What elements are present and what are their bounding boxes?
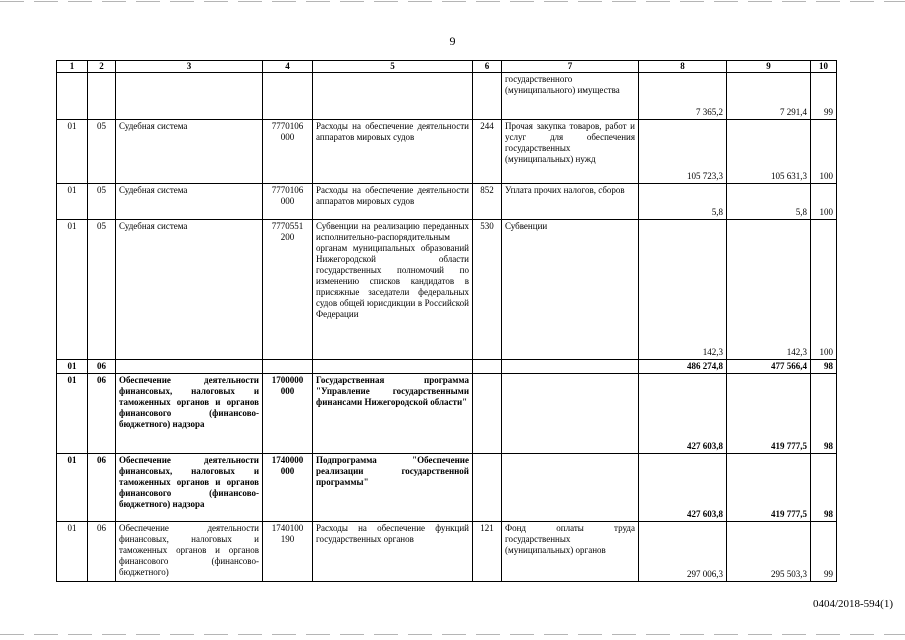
cell-planned: 142,3 xyxy=(639,220,727,360)
cell-expense-name: Прочая закупка товаров, работ и услуг для обеспечения государственных (муниципальных) нужд xyxy=(502,120,639,184)
cell-section-name xyxy=(116,73,263,120)
cell-target-name: Государственная программа "Управление государственными финансами Нижегородской области" xyxy=(313,374,473,454)
cell-subsection: 05 xyxy=(88,120,116,184)
cell-target-code: 7770106 000 xyxy=(263,120,313,184)
cell-section-name: Обеспечение деятельности финансовых, налоговых и таможенных органов и органов финансового (финансово-бюджетного) надзора xyxy=(116,454,263,522)
cell-actual: 477 566,4 xyxy=(727,360,811,374)
cell-expense-type xyxy=(473,454,502,522)
cell-expense-type xyxy=(473,374,502,454)
cell-planned: 427 603,8 xyxy=(639,374,727,454)
header-cell: 3 xyxy=(116,61,263,73)
cell-section: 01 xyxy=(57,220,88,360)
cell-expense-type: 121 xyxy=(473,522,502,582)
cell-planned: 7 365,2 xyxy=(639,73,727,120)
cell-expense-name: Субвенции xyxy=(502,220,639,360)
cell-subsection xyxy=(88,73,116,120)
header-cell: 1 xyxy=(57,61,88,73)
cell-target-name xyxy=(313,73,473,120)
cell-percent: 98 xyxy=(811,454,837,522)
header-cell: 9 xyxy=(727,61,811,73)
cell-section: 01 xyxy=(57,184,88,220)
cell-section-name: Судебная система xyxy=(116,220,263,360)
cell-planned: 297 006,3 xyxy=(639,522,727,582)
cell-target-code: 7770551 200 xyxy=(263,220,313,360)
cell-expense-type: 852 xyxy=(473,184,502,220)
cell-subsection: 06 xyxy=(88,360,116,374)
cell-target-name: Субвенции на реализацию переданных исполнительно-распорядительным органам муниципальных образований Нижегородской области государственных полномочий по изменению списков кандидатов в присяжные заседатели федеральных судов общей юрисдикции в Российской Федерации xyxy=(313,220,473,360)
table-row xyxy=(57,184,837,220)
table-row xyxy=(57,73,837,120)
header-cell: 6 xyxy=(473,61,502,73)
cell-actual: 105 631,3 xyxy=(727,120,811,184)
cell-target-code: 1740000 000 xyxy=(263,454,313,522)
cell-percent: 100 xyxy=(811,120,837,184)
cell-expense-name: Уплата прочих налогов, сборов xyxy=(502,184,639,220)
table-row xyxy=(57,454,837,522)
header-cell: 4 xyxy=(263,61,313,73)
cell-section: 01 xyxy=(57,360,88,374)
table-row xyxy=(57,522,837,582)
cell-target-name: Расходы на обеспечение функций государственных органов xyxy=(313,522,473,582)
cell-section xyxy=(57,73,88,120)
cell-actual: 419 777,5 xyxy=(727,374,811,454)
cell-percent: 98 xyxy=(811,360,837,374)
cell-planned: 486 274,8 xyxy=(639,360,727,374)
cell-target-name: Расходы на обеспечение деятельности аппаратов мировых судов xyxy=(313,120,473,184)
cell-expense-name: государственного (муниципального) имущества xyxy=(502,73,639,120)
cell-section-name: Обеспечение деятельности финансовых, налоговых и таможенных органов и органов финансового (финансово-бюджетного) надзора xyxy=(116,374,263,454)
header-cell: 8 xyxy=(639,61,727,73)
cell-actual: 142,3 xyxy=(727,220,811,360)
cell-expense-type xyxy=(473,360,502,374)
cell-expense-name xyxy=(502,360,639,374)
cell-planned: 5,8 xyxy=(639,184,727,220)
cell-expense-type: 244 xyxy=(473,120,502,184)
cell-section-name: Судебная система xyxy=(116,184,263,220)
page-number: 9 xyxy=(449,34,456,48)
cell-subsection: 05 xyxy=(88,220,116,360)
cell-expense-name: Фонд оплаты труда государственных (муниципальных) органов xyxy=(502,522,639,582)
header-cell: 2 xyxy=(88,61,116,73)
cell-percent: 99 xyxy=(811,73,837,120)
cell-section: 01 xyxy=(57,454,88,522)
cell-percent: 99 xyxy=(811,522,837,582)
cell-expense-type xyxy=(473,73,502,120)
table-row xyxy=(57,374,837,454)
cell-actual: 419 777,5 xyxy=(727,454,811,522)
cell-subsection: 05 xyxy=(88,184,116,220)
scan-border-bottom xyxy=(0,634,905,635)
cell-expense-name xyxy=(502,374,639,454)
cell-percent: 100 xyxy=(811,184,837,220)
header-cell: 10 xyxy=(811,61,837,73)
cell-expense-name xyxy=(502,454,639,522)
scan-border-top xyxy=(0,1,905,2)
cell-actual: 7 291,4 xyxy=(727,73,811,120)
cell-section-name: Обеспечение деятельности финансовых, налоговых и таможенных органов и органов финансового (финансово-бюджетного) xyxy=(116,522,263,582)
header-cell: 7 xyxy=(502,61,639,73)
cell-target-name: Подпрограмма "Обеспечение реализации государственной программы" xyxy=(313,454,473,522)
table-row xyxy=(57,220,837,360)
cell-section: 01 xyxy=(57,374,88,454)
cell-subsection: 06 xyxy=(88,374,116,454)
cell-target-name: Расходы на обеспечение деятельности аппаратов мировых судов xyxy=(313,184,473,220)
header-cell: 5 xyxy=(313,61,473,73)
table-row xyxy=(57,120,837,184)
cell-section: 01 xyxy=(57,120,88,184)
cell-target-name xyxy=(313,360,473,374)
cell-subsection: 06 xyxy=(88,454,116,522)
table-row xyxy=(57,360,837,374)
cell-percent: 98 xyxy=(811,374,837,454)
cell-subsection: 06 xyxy=(88,522,116,582)
cell-target-code xyxy=(263,360,313,374)
cell-planned: 427 603,8 xyxy=(639,454,727,522)
cell-planned: 105 723,3 xyxy=(639,120,727,184)
cell-target-code: 1740100 190 xyxy=(263,522,313,582)
table-header-row xyxy=(57,61,837,73)
cell-section-name xyxy=(116,360,263,374)
cell-target-code: 1700000 000 xyxy=(263,374,313,454)
document-code: 0404/2018-594(1) xyxy=(812,598,893,610)
cell-target-code xyxy=(263,73,313,120)
cell-section-name: Судебная система xyxy=(116,120,263,184)
budget-table xyxy=(56,60,837,582)
cell-percent: 100 xyxy=(811,220,837,360)
cell-actual: 5,8 xyxy=(727,184,811,220)
cell-expense-type: 530 xyxy=(473,220,502,360)
cell-actual: 295 503,3 xyxy=(727,522,811,582)
cell-section: 01 xyxy=(57,522,88,582)
cell-target-code: 7770106 000 xyxy=(263,184,313,220)
